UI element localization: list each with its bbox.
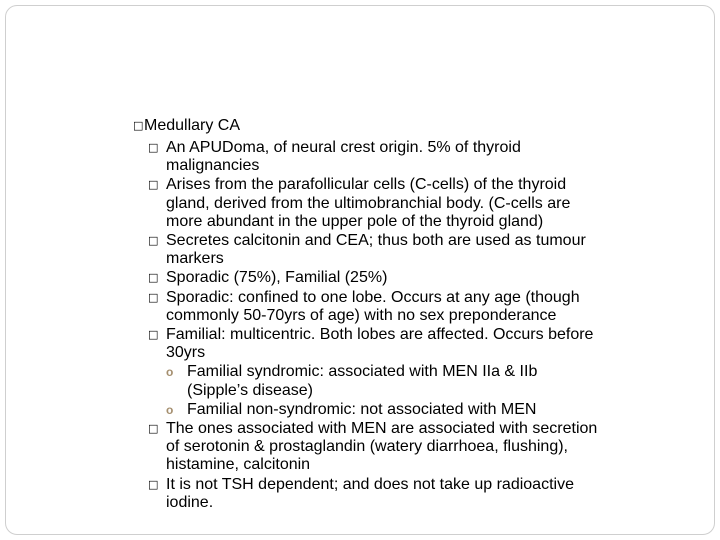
bullet-line: commonly 50-70yrs of age) with no sex preponderance: [166, 306, 557, 324]
bullet-line: Familial: multicentric. Both lobes are affected. Occurs before: [166, 326, 594, 343]
sub-bullet-line: (Sipple’s disease): [187, 381, 313, 399]
bullet-line: It is not TSH dependent; and does not take up radioactive: [166, 475, 574, 493]
bullet-line: The ones associated with MEN are associated with secretion: [166, 420, 598, 437]
square-bullet-icon: □: [148, 422, 159, 435]
bullet-line: 30yrs: [166, 344, 206, 362]
bullet-line: malignancies: [166, 157, 260, 175]
bullet-line: Sporadic: confined to one lobe. Occurs at any age (though: [166, 288, 580, 306]
square-bullet-icon: □: [148, 141, 159, 154]
bullet-line: Arises from the parafollicular cells (C-cells) of the thyroid: [166, 176, 567, 194]
sub-bullet-line: Familial syndromic: associated with MEN IIa & IIb: [187, 363, 538, 381]
bullet-line: of serotonin & prostaglandin (watery diarrhoea, flushing),: [166, 438, 568, 456]
hollow-circle-bullet-icon: o: [166, 365, 174, 380]
square-bullet-icon: □: [148, 178, 159, 192]
hollow-circle-bullet-icon: o: [166, 402, 174, 417]
sub-bullet-line: Familial non-syndromic: not associated with MEN: [187, 400, 537, 418]
square-bullet-icon: □: [148, 328, 159, 341]
slide-heading: Medullary CA: [144, 117, 241, 134]
bullet-line: An APUDoma, of neural crest origin. 5% of thyroid: [166, 139, 521, 156]
bullet-line: Secretes calcitonin and CEA; thus both are used as tumour: [166, 232, 586, 249]
bullet-line: more abundant in the upper pole of the thyroid gland): [166, 212, 544, 230]
bullet-line: iodine.: [166, 493, 214, 511]
square-bullet-icon: □: [148, 290, 159, 304]
bullet-line: histamine, calcitonin: [166, 456, 311, 474]
bullet-line: gland, derived from the ultimobranchial body. (C-cells are: [166, 194, 571, 212]
bullet-line: markers: [166, 250, 224, 268]
square-bullet-icon: □: [148, 477, 159, 491]
square-bullet-icon: □: [133, 119, 144, 132]
square-bullet-icon: □: [148, 271, 159, 285]
square-bullet-icon: □: [148, 234, 159, 247]
bullet-line: Sporadic (75%), Familial (25%): [166, 269, 388, 287]
